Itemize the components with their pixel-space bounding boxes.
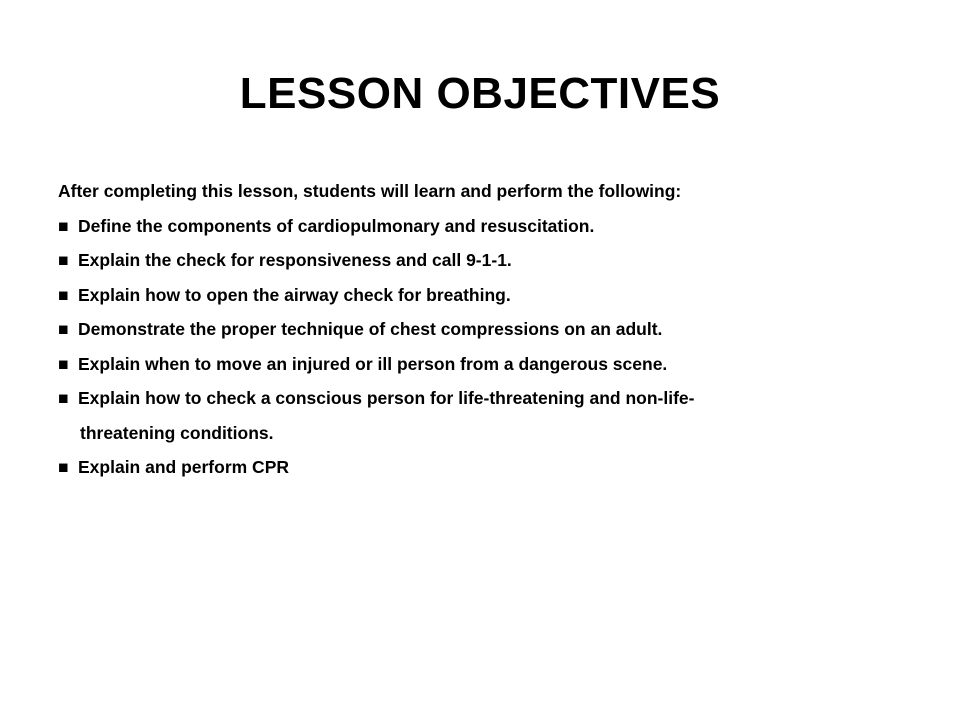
objective-item (58, 450, 938, 485)
square-bullet-icon: ■ (58, 284, 69, 305)
objective-item (58, 243, 938, 278)
square-bullet-icon: ■ (58, 319, 69, 339)
square-bullet-icon: ■ (58, 353, 69, 374)
objectives-text-box (58, 174, 938, 485)
objective-item (58, 312, 938, 347)
objective-text: Demonstrate the proper technique of chest compressions on an adult. (78, 319, 663, 339)
objective-item (58, 209, 938, 244)
objective-text: Explain how to check a conscious person for life-threatening and non-life- (78, 388, 695, 408)
objective-item (58, 381, 938, 416)
objective-item (58, 278, 938, 313)
objective-text: Explain the check for responsiveness and call 9-1-1. (78, 250, 512, 270)
objective-text: Explain and perform CPR (78, 457, 290, 477)
objective-text: Explain when to move an injured or ill person from a dangerous scene. (78, 353, 668, 374)
objective-text: Explain how to open the airway check for breathing. (78, 284, 511, 305)
square-bullet-icon: ■ (58, 215, 69, 236)
objective-continuation: threatening conditions. (80, 422, 274, 443)
square-bullet-icon: ■ (58, 250, 69, 270)
square-bullet-icon: ■ (58, 457, 69, 477)
slide-title: LESSON OBJECTIVES (239, 69, 721, 118)
square-bullet-icon: ■ (58, 388, 69, 408)
objective-text: Define the components of cardiopulmonary and resuscitation. (78, 215, 595, 236)
objective-item (58, 347, 938, 382)
intro-text: After completing this lesson, students will learn and perform the following: (58, 181, 682, 201)
